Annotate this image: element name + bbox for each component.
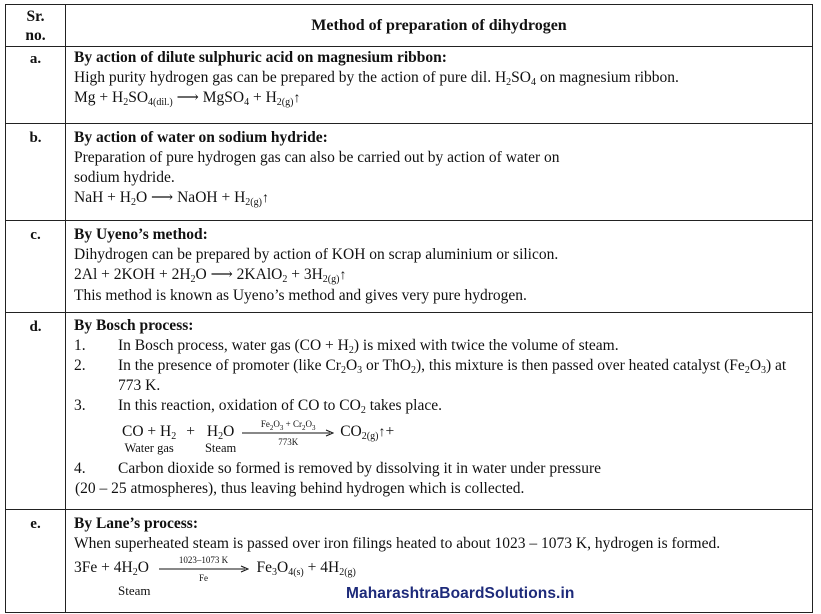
step-4 [74, 459, 806, 479]
sr-a: a. [6, 47, 66, 124]
sr-e: e. [6, 510, 66, 613]
water-gas-term: CO + $H_2$ Water gas [122, 423, 177, 455]
sr-c: c. [6, 221, 66, 313]
row-d [6, 313, 813, 510]
bosch-temp: 773K [278, 437, 299, 447]
reaction-arrow-icon [242, 429, 334, 437]
water-gas-label: Water gas [124, 441, 174, 455]
preparation-table [5, 4, 813, 613]
row-a-content [66, 47, 813, 124]
step-4-num: 4. [74, 460, 86, 477]
bosch-product: $CO_{2(g)}↑+$ [340, 423, 395, 442]
site-watermark [346, 585, 574, 603]
row-c [6, 221, 813, 313]
lane-temp: 1023–1073 K [178, 555, 229, 565]
step-4-cont: (20 – 25 atmospheres), thus leaving behind hydrogen which is collected. [75, 480, 525, 497]
equation-a: $Mg + H_2SO_{4(dil.)}$ ⟶ MgSO$_4$ + $H_{2(g)}↑$ [74, 89, 301, 108]
header-title: Method of preparation of dihydrogen [66, 5, 813, 47]
step-3-num: 3. [74, 397, 86, 414]
text-c1: Dihydrogen can be prepared by action of KOH on scrap aluminium or silicon. [74, 246, 559, 263]
step-2-num: 2. [74, 357, 86, 374]
lane-condition [159, 555, 249, 583]
heading-e: By Lane’s process: [74, 515, 198, 532]
equation-c: $2Al + 2KOH + 2H_2O$ ⟶ 2KAlO$_2$ + $3H_{2(g)}↑$ [74, 266, 347, 285]
steam-label-d: Steam [204, 441, 237, 455]
text-b1: Preparation of pure hydrogen gas can also be carried out by action of water on [74, 149, 560, 166]
step-2 [74, 356, 806, 396]
row-d-content [66, 313, 813, 510]
row-c-content [66, 221, 813, 313]
lane-catalyst: Fe [199, 573, 208, 583]
steam-label-e: Steam [118, 583, 151, 598]
bosch-reaction [122, 419, 806, 455]
plus-sign: + [186, 423, 195, 440]
header-row [6, 5, 813, 47]
reaction-arrow-icon [159, 565, 249, 573]
heading-d: By Bosch process: [74, 317, 194, 334]
step-2-text: In the presence of promoter (like $Cr_2O_3$ or ThO$_2$), this mixture is then passed over heated catalyst $(Fe_2O_3)$ at 773 K. [118, 357, 787, 394]
equation-b: NaH + $H_2O$ ⟶ NaOH + $H_{2(g)}↑$ [74, 189, 269, 208]
steam-term: $H_2O$ Steam [204, 423, 237, 455]
heading-a: By action of dilute sulphuric acid on magnesium ribbon: [74, 49, 447, 66]
step-3 [74, 396, 806, 416]
lane-lhs: $3Fe + 4H_2O$ Steam [74, 559, 151, 598]
row-b [6, 124, 813, 221]
step-1-num: 1. [74, 337, 86, 354]
row-b-content [66, 124, 813, 221]
bosch-condition: $Fe_2O_3 + Cr_2O_3$ 773K [242, 419, 334, 447]
text-b2: sodium hydride. [74, 169, 175, 186]
sr-b: b. [6, 124, 66, 221]
sr-d: d. [6, 313, 66, 510]
heading-c: By Uyeno’s method: [74, 226, 208, 243]
watermark-text: MaharashtraBoardSolutions.in [346, 585, 575, 602]
text-a: High purity hydrogen gas can be prepared by the action of pure dil. $H_2SO_4$ on magnesium ribbon. [74, 69, 679, 88]
text-c2: This method is known as Uyeno’s method and gives very pure hydrogen. [74, 287, 527, 304]
step-4-text: Carbon dioxide so formed is removed by dissolving it in water under pressure [118, 460, 601, 477]
header-sr: Sr. no. [6, 5, 66, 47]
lane-rhs: $Fe_3O_{4(s)} + 4H_{2(g)}$ [256, 559, 356, 578]
step-1-text: In Bosch process, water gas $(CO + H_2)$ is mixed with twice the volume of steam. [118, 337, 619, 356]
text-e: When superheated steam is passed over iron filings heated to about 1023 – 1073 K, hydrogen is formed. [74, 535, 721, 552]
step-1 [74, 336, 806, 356]
step-3-text: In this reaction, oxidation of CO to $CO_2$ takes place. [118, 397, 442, 416]
row-a [6, 47, 813, 124]
heading-b: By action of water on sodium hydride: [74, 129, 328, 146]
